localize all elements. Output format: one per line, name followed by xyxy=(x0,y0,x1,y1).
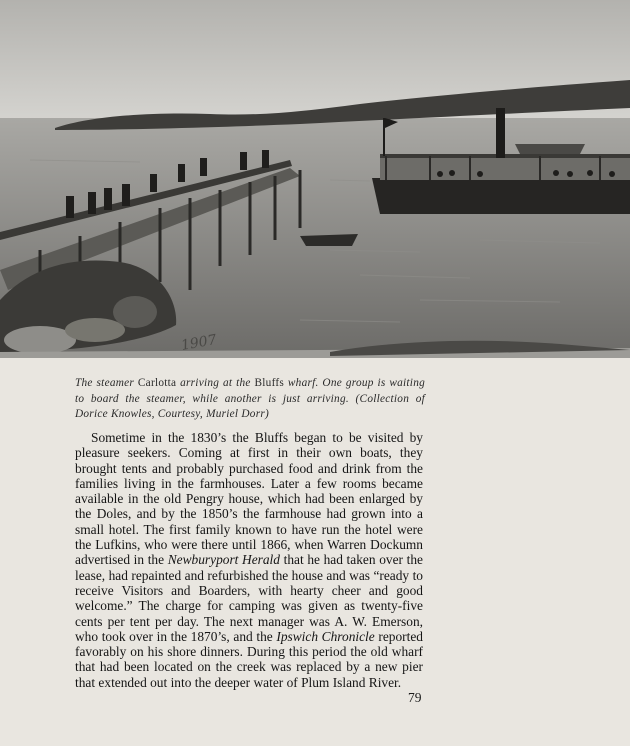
caption-place-name: Bluffs xyxy=(254,377,285,389)
body-text xyxy=(75,430,423,690)
rowboat xyxy=(300,234,358,246)
photo-caption xyxy=(75,376,425,423)
publication-title: Ipswich Chronicle xyxy=(276,628,375,644)
page-number: 79 xyxy=(408,690,422,705)
photograph xyxy=(0,0,630,358)
caption-text: The steamer xyxy=(75,377,138,389)
paragraph-text: Sometime in the 1830’s the Bluffs began to be visited by pleasure seekers. Coming at first in their own boats, they brought tents and probably purchased food and drink from the families living in the farmhouses. Later a few rooms became available in the old Pengry house, which had been enlarged by the Doles, and by the 1850’s the farmhouse had grown into a small hotel. The first family known to have run the hotel were the Lufkins, who were there until 1866, when Warren Dockumn advertised in the xyxy=(75,430,423,568)
publication-title: Newburyport Herald xyxy=(167,552,280,568)
paragraph-text: that he had taken over the lease, had repainted and refurbished the house and was “ready to receive Visitors and Boarders, with hearty cheer and good welcome.” The charge for camping was given as twenty-five cents per tent per day. The next manager was A. W. Emerson, who took over in the 1870’s, and the xyxy=(75,552,423,644)
year-inscription: 1907 xyxy=(179,331,218,354)
paragraph xyxy=(75,430,423,690)
caption-text: wharf. One group is waiting to board the steamer, while another is just arriving. (Collection of Dorice Knowles, Courtesy, Muriel Dorr) xyxy=(75,377,425,420)
caption-vessel-name: Carlotta xyxy=(137,377,177,389)
paragraph-text: reported favorably on his shore dinners. During this period the old wharf that had been located on the creek was replaced by a new pier that extended out into the deeper water of Plum Island River. xyxy=(75,628,423,690)
caption-text: arriving at the xyxy=(176,377,255,389)
steamer-wharf-illustration xyxy=(0,0,630,358)
